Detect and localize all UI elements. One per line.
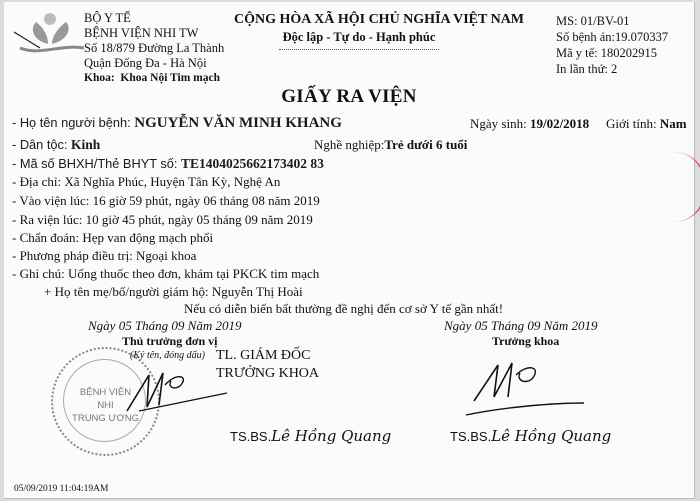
admission-row: - Vào viện lúc: 16 giờ 59 phút, ngày 06 tháng 08 năm 2019 <box>12 193 320 208</box>
advice-row: Nếu có diễn biến bất thường đề nghị đến cơ sở Y tế gần nhất! <box>184 301 504 316</box>
address-line2: Quận Đống Đa - Hà Nội <box>84 56 207 70</box>
document-title: GIẤY RA VIỆN <box>281 86 417 107</box>
print-timestamp: 05/09/2019 11:04:19AM <box>14 484 109 494</box>
right-title: Trưởng khoa <box>492 334 560 348</box>
occupation-field: Nghề nghiệp:Trẻ dưới 6 tuổi <box>314 137 468 152</box>
form-code: MS: 01/BV-01 <box>556 14 630 28</box>
treatment-row: - Phương pháp điều trị: Ngoại khoa <box>12 248 197 263</box>
diagnosis-row: - Chẩn đoán: Hẹp van động mạch phổi <box>12 230 214 245</box>
right-signature-icon <box>464 357 594 417</box>
discharge-row: - Ra viện lúc: 10 giờ 45 phút, ngày 05 tháng 09 năm 2019 <box>12 212 313 227</box>
address-row: - Địa chỉ: Xã Nghĩa Phúc, Huyện Tân Kỳ, Nghệ An <box>12 174 281 189</box>
discharge-paper <box>4 2 695 499</box>
motto: Độc lập - Tự do - Hạnh phúc <box>282 30 436 44</box>
insurance-row: - Mã số BHXH/Thẻ BHYT số: TE1404025662173402 83 <box>12 156 324 171</box>
national-header <box>234 12 525 50</box>
department: Khoa: Khoa Nội Tim mạch <box>84 72 220 84</box>
left-signature-icon <box>119 367 229 417</box>
note-row: - Ghi chú: Uống thuốc theo đơn, khám tại PKCK tim mạch <box>12 266 320 281</box>
insurance-number: TE1404025662173402 83 <box>181 156 324 171</box>
divider <box>279 47 439 50</box>
right-signer: TS.BS.Lê Hồng Quang <box>450 427 612 445</box>
left-title: Thủ trưởng đơn vị <box>122 334 218 348</box>
stamp-edge <box>674 152 700 222</box>
ethnicity-row: - Dân tộc: Kinh <box>12 137 101 152</box>
left-signer: TS.BS.Lê Hồng Quang <box>230 427 392 445</box>
left-role2: TRƯỞNG KHOA <box>216 366 320 381</box>
hospital-name: BỆNH VIỆN NHI TW <box>84 26 199 40</box>
dob-field: Ngày sinh: 19/02/2018 <box>470 116 590 131</box>
print-count: In lần thứ: 2 <box>556 62 618 76</box>
hospital-stamp: BỆNH VIỆN NHI TRUNG ƯƠNG <box>51 347 160 456</box>
patient-name: NGUYỄN VĂN MINH KHANG <box>134 115 342 131</box>
left-subtitle: (Ký tên, đóng dấu) <box>130 350 205 361</box>
medical-code: Mã y tế: 180202915 <box>556 46 658 60</box>
gender-field: Giới tính: Nam <box>606 116 687 131</box>
nation-title: CỘNG HÒA XÃ HỘI CHỦ NGHĨA VIỆT NAM <box>234 12 525 27</box>
hospital-header <box>84 11 224 86</box>
right-date: Ngày 05 Tháng 09 Năm 2019 <box>444 318 598 333</box>
record-number: Số bệnh án:19.070337 <box>556 30 669 44</box>
hospital-logo-icon <box>10 10 84 58</box>
patient-name-row: - Họ tên người bệnh: NGUYỄN VĂN MINH KHANG <box>12 115 342 131</box>
guardian-row: + Họ tên mẹ/bố/người giám hộ: Nguyễn Thị Hoài <box>44 284 303 299</box>
record-meta <box>556 13 668 77</box>
left-date: Ngày 05 Tháng 09 Năm 2019 <box>88 318 242 333</box>
left-role1: TL. GIÁM ĐỐC <box>216 348 311 363</box>
address-line1: Số 18/879 Đường La Thành <box>84 41 225 55</box>
ministry: BỘ Y TẾ <box>84 11 131 25</box>
